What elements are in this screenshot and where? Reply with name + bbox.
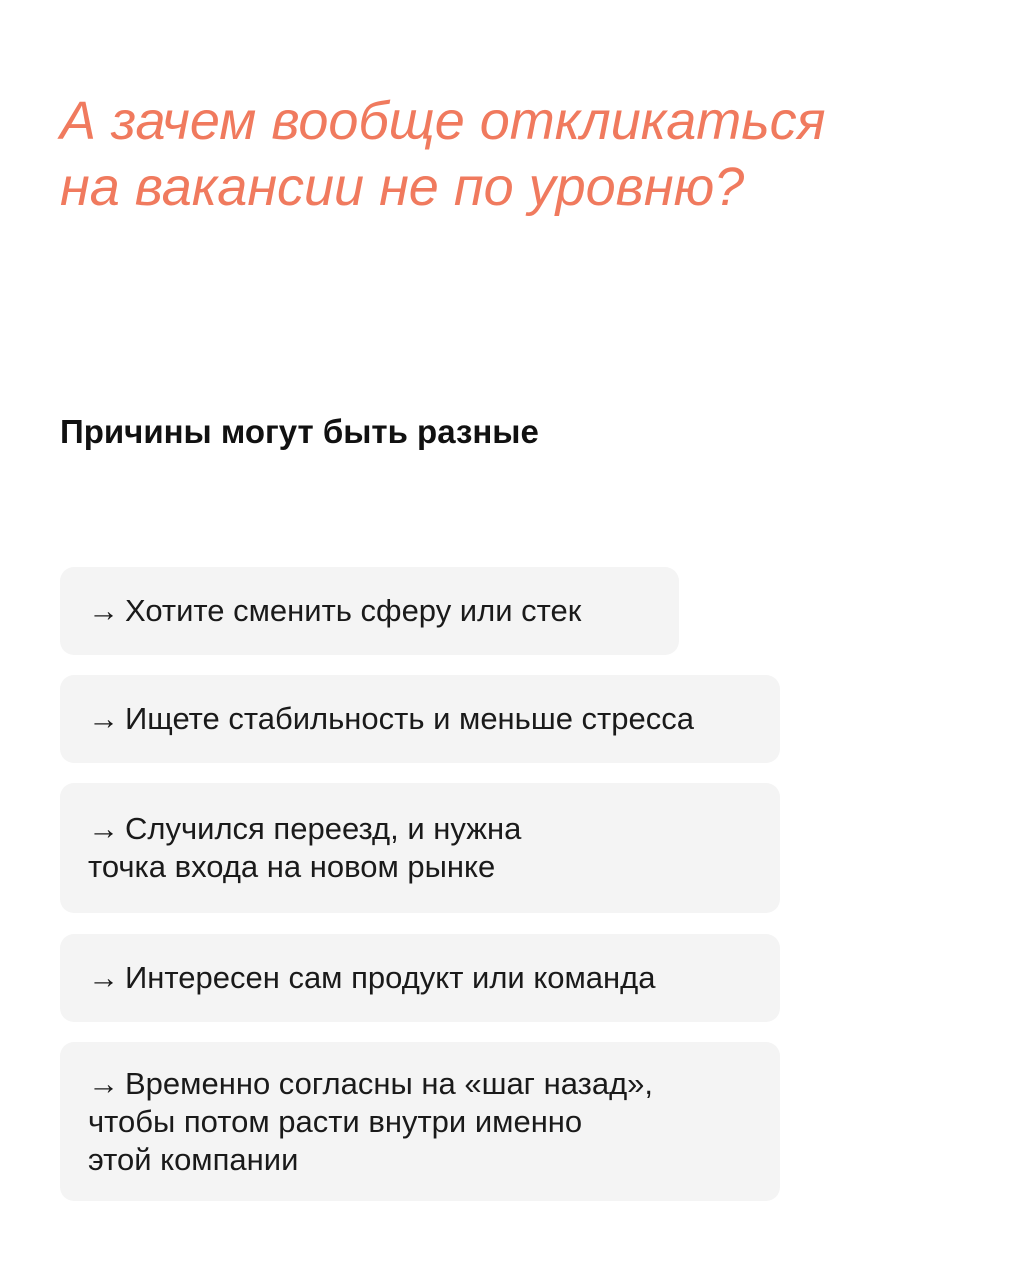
reason-line: этой компании — [88, 1141, 299, 1177]
arrow-right-icon: → — [88, 701, 119, 736]
reason-card-4 — [60, 934, 780, 1022]
reason-line: Ищете стабильность и меньше стресса — [125, 701, 694, 736]
reason-card-3 — [60, 783, 780, 913]
arrow-right-icon: → — [88, 1065, 119, 1101]
reason-line: точка входа на новом рынке — [88, 849, 496, 884]
title-line-2: на вакансии не по уровню? — [60, 157, 745, 217]
reason-text — [88, 959, 656, 997]
arrow-right-icon: → — [88, 960, 119, 995]
reason-line: Случился переезд, и нужна — [125, 811, 522, 846]
reason-card-1 — [60, 567, 679, 655]
reason-card-2 — [60, 675, 780, 763]
reason-line: Хотите сменить сферу или стек — [125, 593, 582, 628]
reason-line: чтобы потом расти внутри именно — [88, 1103, 583, 1139]
arrow-right-icon: → — [88, 593, 119, 628]
reason-text — [88, 1065, 653, 1179]
title-line-1: А зачем вообще откликаться — [60, 91, 826, 151]
reason-text — [88, 700, 694, 738]
reason-line: Интересен сам продукт или команда — [125, 960, 656, 995]
reason-line: Временно согласны на «шаг назад», — [125, 1065, 654, 1101]
reason-card-5 — [60, 1042, 780, 1201]
reason-text — [88, 810, 521, 886]
reason-text — [88, 592, 581, 630]
section-heading: Причины могут быть разные — [60, 413, 539, 450]
page-title — [60, 88, 960, 220]
arrow-right-icon: → — [88, 811, 119, 846]
